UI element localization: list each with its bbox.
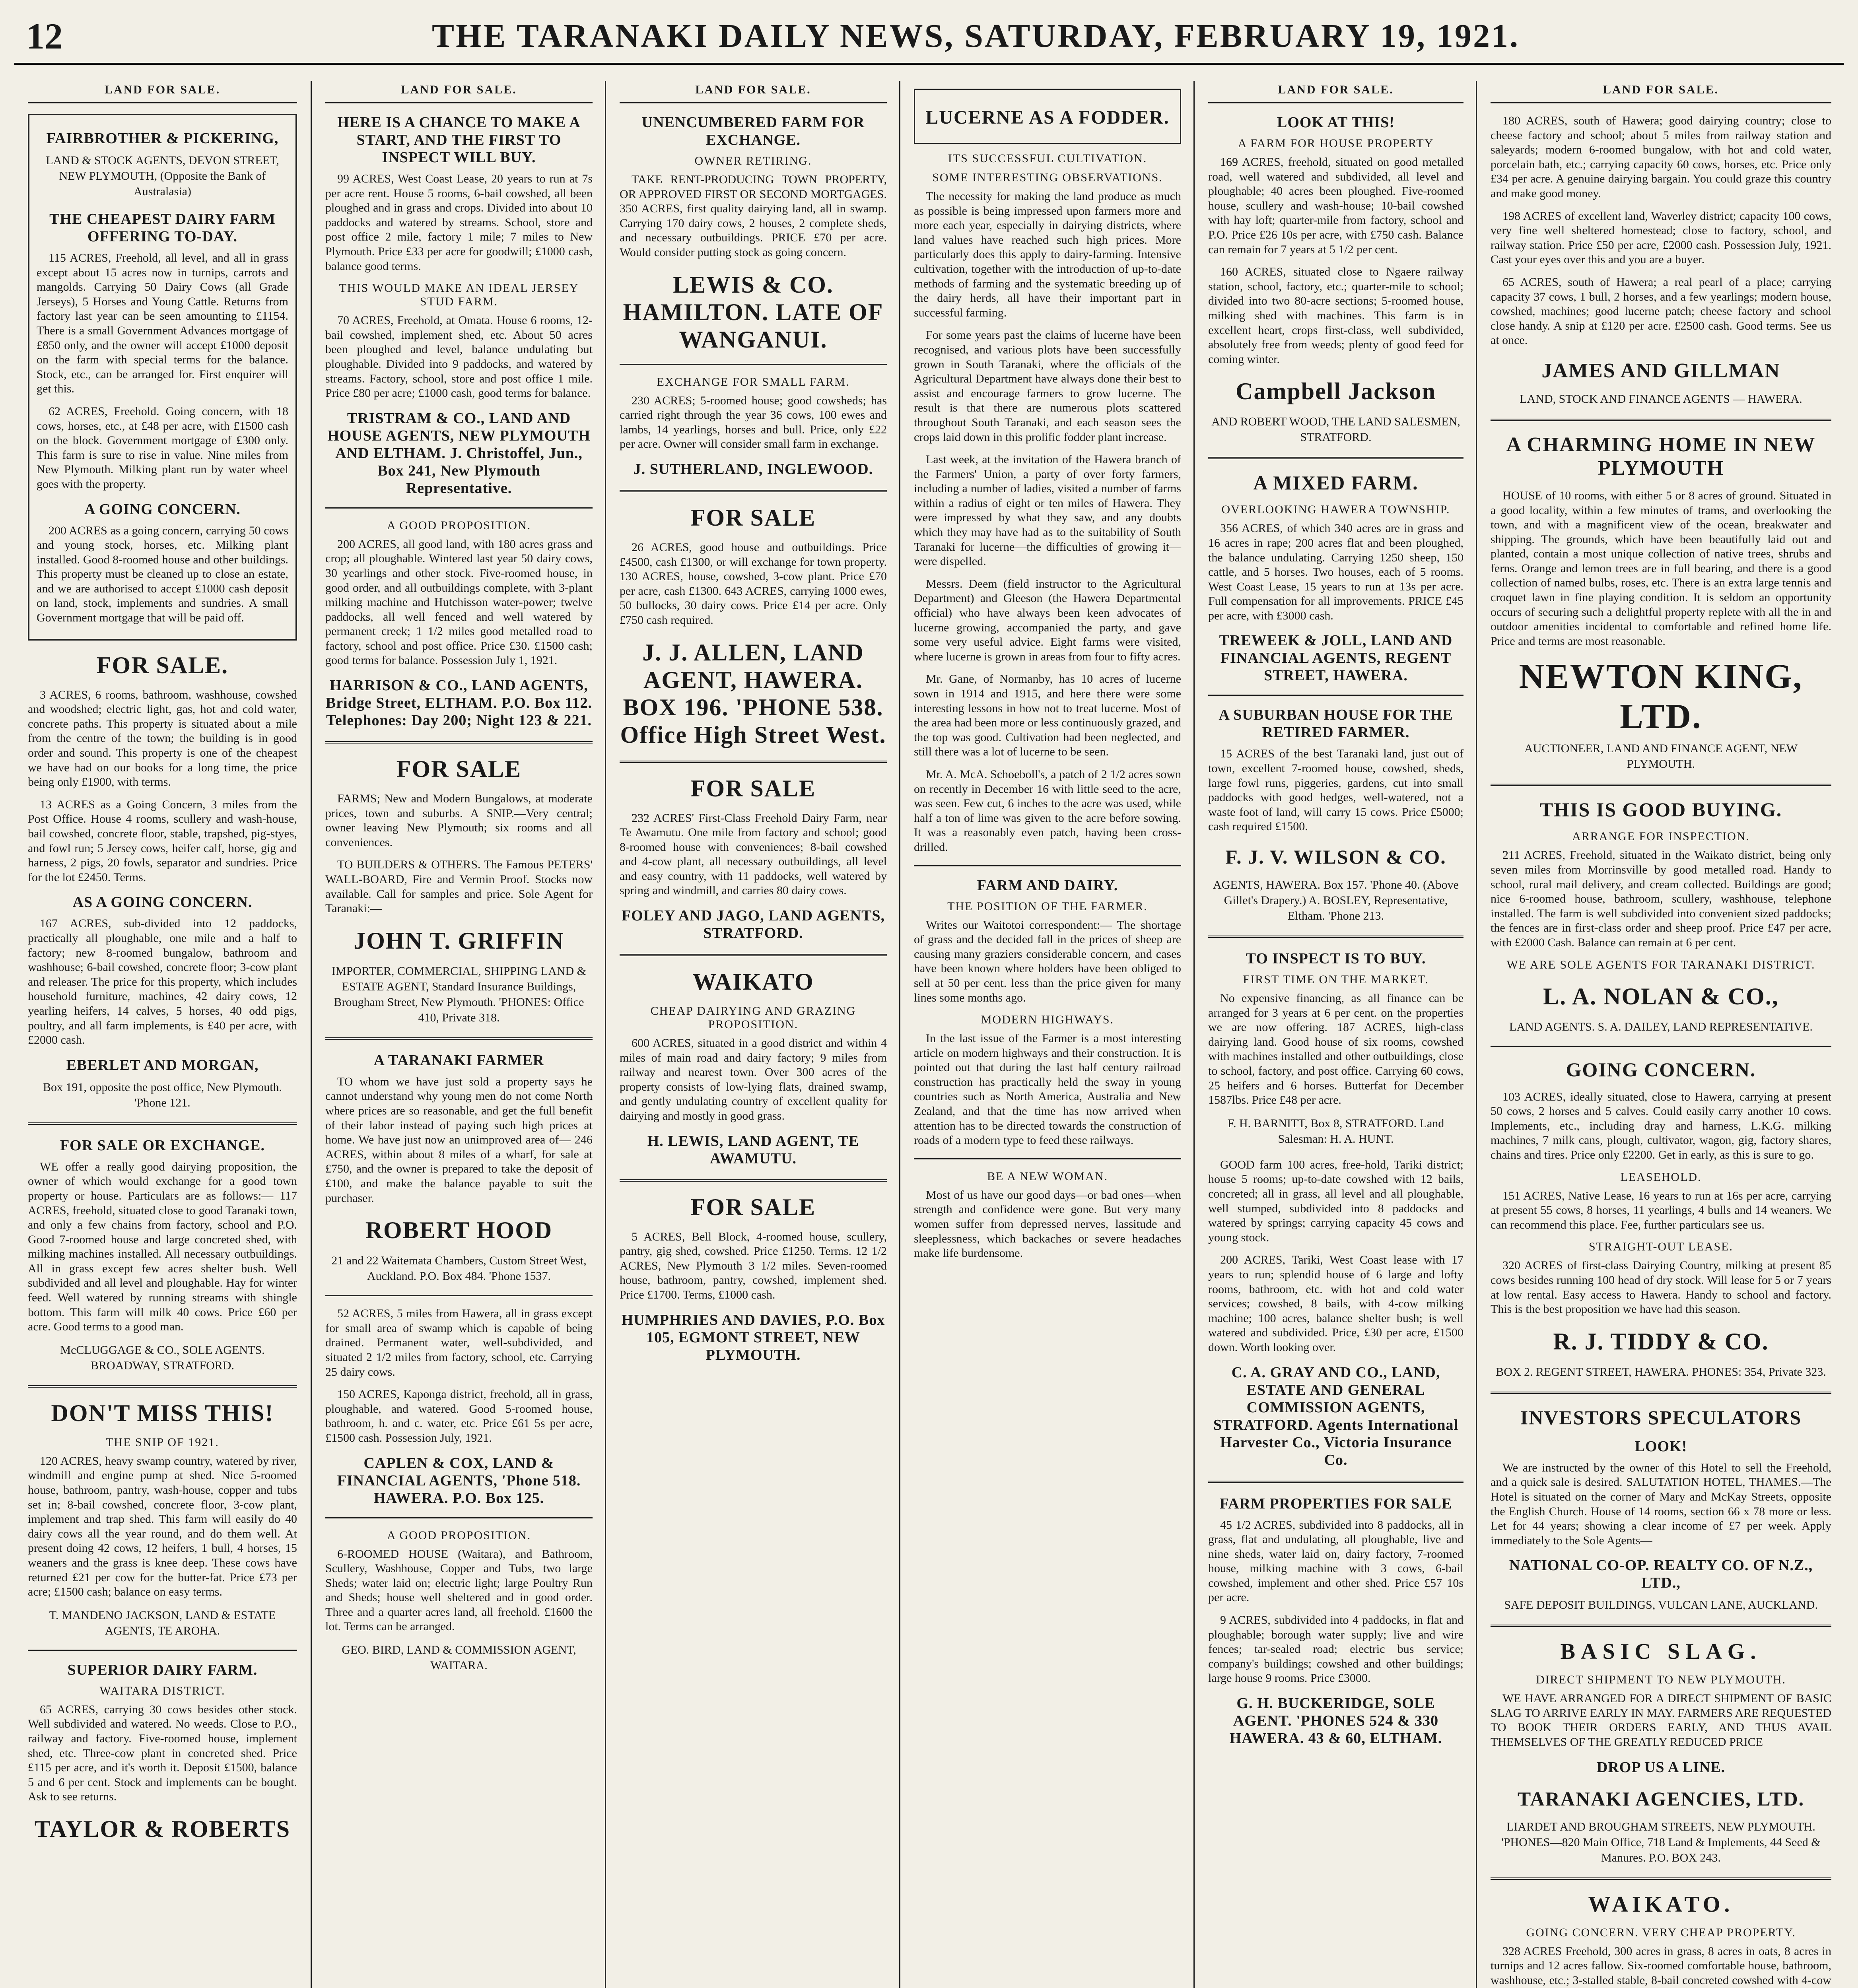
article-paragraph: Most of us have our good days—or bad ones—when strength and confidence were gone. But very many women suffer from depressed nerves, lassitude and sleeplessness, which backaches or severe headaches make life burdensome. — [914, 1188, 1181, 1260]
divider — [325, 741, 593, 744]
advert-text: 200 ACRES, Tariki, West Coast lease with 17 years to run; splendid house of 6 large and lofty rooms, bathroom, etc. with hot and cold water services; cowshed, 8 bails, with 4-cow milking machine; 100 acres, balance shelter bush; is well watered and subdivided. Price, £30 per acre, £1500 down. Worth looking over. — [1208, 1253, 1463, 1354]
divider — [325, 1517, 593, 1518]
headline: A TARANAKI FARMER — [373, 1052, 544, 1069]
article-subtitle: ITS SUCCESSFUL CULTIVATION. — [948, 152, 1147, 165]
headline: INVESTORS SPECULATORS — [1520, 1406, 1802, 1429]
advert-text: 160 ACRES, situated close to Ngaere railway station, school, factory, etc.; quarter-mile to school; divided into two 80-acre sections; 5-roomed house, milking shed with machines. This farm is in excellent heart, crops first-class, well subdivided, absolutely free from weeds; plenty of good feed for coming winter. — [1208, 265, 1463, 366]
article-paragraph: For some years past the claims of lucerne have been recognised, and various plots have been successfully grown in South Taranaki, where the officials of the Agricultural Department have always done their best to assist and encourage farmers to grow lucerne. The result is that there are numerous plots scattered throughout South Taranaki, and each season sees the crops laid down in this prolific fodder plant increase. — [914, 328, 1181, 444]
masthead — [14, 11, 1844, 65]
column-3 — [605, 81, 900, 1988]
firm-name: NEWTON KING, LTD. — [1519, 657, 1803, 736]
firm-name: ROBERT HOOD — [365, 1217, 553, 1244]
article-title: FARM AND DAIRY. — [977, 877, 1118, 894]
divider — [325, 507, 593, 509]
divider — [1491, 419, 1831, 421]
headline: FOR SALE — [690, 775, 816, 802]
advert-text: WE offer a really good dairying proposition, the owner of which would exchange for a good town property or house. Particulars are as follows:— 117 ACRES, freehold, situated close to good Taranaki town, and only a few chains from factory, school and P.O. Good 7-roomed house and large concreted shed, with milking machines installed. All necessary outbuildings. All in grass except few acres shelter bush. Well subdivided and all level and ploughable. Hay for winter feed. Well watered by running streams with shingle bottom. This farm will milk 40 cows. Price £60 per acre. Good terms to a good man. — [28, 1160, 297, 1334]
advert-text: 356 ACRES, of which 340 acres are in grass and 16 acres in rape; 200 acres flat and been ploughed, the balance undulating. Carrying 1250 sheep, 150 cattle, and 5 horses. Two houses, each of 5 rooms. West Coast Lease, 15 years to run at 13s per acre. Full compensation for all improvements. PRICE £45 per acre, with £3000 cash. — [1208, 522, 1463, 622]
divider — [325, 1037, 593, 1040]
advert-text: 320 ACRES of first-class Dairying Country, milking at present 85 cows besides running 100 head of dry stock. Will lease for 5 or 7 years at low rental. Easy access to Hawera. Handy to school and factory. This is the best proposition we have had this season. — [1491, 1259, 1831, 1316]
firm-name: CAPLEN & COX, LAND & FINANCIAL AGENTS, 'Phone 518. HAWERA. P.O. Box 125. — [337, 1454, 581, 1507]
article-subtitle: THE POSITION OF THE FARMER. — [947, 899, 1148, 913]
divider — [1208, 1481, 1463, 1483]
headline: A MIXED FARM. — [1253, 472, 1419, 494]
firm-name: McCLUGGAGE & CO., SOLE AGENTS. BROADWAY, STRATFORD. — [60, 1343, 265, 1372]
newspaper-page — [14, 11, 1844, 1988]
firm-name: J. J. ALLEN, LAND AGENT, HAWERA. BOX 196. 'PHONE 538. Office High Street West. — [620, 639, 886, 748]
headline: A SUBURBAN HOUSE FOR THE RETIRED FARMER. — [1219, 707, 1453, 741]
firm-name: G. H. BUCKERIDGE, SOLE AGENT. 'PHONES 524 & 330 HAWERA. 43 & 60, ELTHAM. — [1229, 1695, 1442, 1747]
article-subtitle: BE A NEW WOMAN. — [987, 1169, 1108, 1183]
divider — [28, 1122, 297, 1125]
advert-text: FARMS; New and Modern Bungalows, at moderate prices, town and suburbs. A SNIP.—Very central; owner leaving New Plymouth; six rooms and all conveniences. — [325, 792, 593, 849]
firm-address: AGENTS, HAWERA. Box 157. 'Phone 40. (Above Gillet's Drapery.) A. BOSLEY, Representative, Eltham. 'Phone 213. — [1213, 878, 1459, 923]
column-4 — [899, 81, 1195, 1988]
advert-text: 103 ACRES, ideally situated, close to Hawera, carrying at present 50 cows, 2 horses and 5 calves. Could easily carry another 10 cows. Implements, etc., including dray and harness, L.K.G. milking machines, 7 milk cans, plough, cultivator, wagon, gig, factory shares, chains and tires. Price only £2200. Get in early, as this is sure to go. — [1491, 1090, 1831, 1161]
article-paragraph: The necessity for making the land produce as much as possible is being impressed upon farmers more and more each year, especially in dairying districts, where land values have reached such high prices. More particularly does this apply to dairy-farming. Intensive cultivation, together with the introduction of up-to-date methods of farming and the systematic breeding up of the dairy herds, all have their important part in successful farming. — [914, 190, 1181, 319]
advert-text: 230 ACRES; 5-roomed house; good cowsheds; has carried right through the year 36 cows, 100 ewes and lambs, 14 yearlings, horses and bull. Price, only £22 per acre. Owner will consider small farm in exchange. — [620, 394, 887, 451]
headline: DON'T MISS THIS! — [51, 1400, 274, 1426]
subheadline: THIS WOULD MAKE AN IDEAL JERSEY STUD FARM. — [339, 282, 579, 309]
divider — [1491, 1046, 1831, 1047]
article-paragraph: Mr. Gane, of Normanby, has 10 acres of lucerne sown in 1914 and 1915, and here there were some interesting lessons in how not to treat lucerne. Most of the area had been more or less continuously grazed, and the top was good. Cultivation had been neglected, and still there was a lot of lucerne to be seen. — [914, 672, 1181, 759]
firm-name: JAMES AND GILLMAN — [1541, 359, 1780, 382]
headline: A CHARMING HOME IN NEW PLYMOUTH — [1506, 433, 1816, 480]
advert-text: 120 ACRES, heavy swamp country, watered by river, windmill and engine pump at shed. Nice 5-roomed house, bathroom, pantry, wash-house, copper and tubs set in; 8-bail cowshed, concrete floor, 3-cow plant, implement and trap shed. This farm will easily do 40 dairy cows all the year round, and do them well. At present doing 42 cows, 12 heifers, 1 bull, 4 horses, 15 weaners and the grass is knee deep. These cows have returned £21 per cow for the butter-fat. Price £73 per acre; £1500 cash; balance on easy terms. — [28, 1454, 297, 1599]
firm-name: JOHN T. GRIFFIN — [354, 927, 564, 954]
firm-name: F. J. V. WILSON & CO. — [1225, 846, 1446, 868]
headline: BASIC SLAG. — [1560, 1639, 1762, 1664]
advert-text: GOOD farm 100 acres, free-hold, Tariki district; house 5 rooms; up-to-date cowshed with 12 bails, concreted; all in grass, all level and all ploughable, well stumped, subdivided into 8 paddocks and watered by springs; carrying capacity 45 cows and young stock. — [1208, 1158, 1463, 1244]
headline: GOING CONCERN. — [1566, 1058, 1756, 1081]
firm-name: TREWEEK & JOLL, LAND AND FINANCIAL AGENTS, REGENT STREET, HAWERA. — [1219, 632, 1453, 684]
headline: WAIKATO. — [1588, 1892, 1734, 1917]
firm-name: F. H. BARNITT, Box 8, STRATFORD. Land Salesman: H. A. HUNT. — [1227, 1116, 1444, 1145]
subheadline: A GOOD PROPOSITION. — [387, 1528, 531, 1542]
firm-name: J. SUTHERLAND, INGLEWOOD. — [633, 460, 873, 478]
section-heading: LAND FOR SALE. — [1491, 81, 1831, 103]
divider — [1208, 936, 1463, 938]
firm-address: IMPORTER, COMMERCIAL, SHIPPING LAND & ESTATE AGENT, Standard Insurance Buildings, Brougham Street, New Plymouth. 'PHONES: Office 410, Private 318. — [332, 964, 586, 1024]
subheadline: OVERLOOKING HAWERA TOWNSHIP. — [1221, 503, 1450, 516]
advert-text: 200 ACRES, all good land, with 180 acres grass and crop; all ploughable. Wintered last year 50 dairy cows, 30 yearlings and other stock. Five-roomed house, in good order, and all outbuildings complete, with 3-plant milking machine and Hutchisson water-power; twelve paddocks, all well fenced and well watered by permanent creek; 1 1/2 miles good metalled road to factory, school and post office. Price £30. £1500 cash; good terms for balance. Possession July 1, 1921. — [325, 537, 593, 667]
subheadline: EXCHANGE FOR SMALL FARM. — [657, 375, 850, 388]
advert-text: 115 ACRES, Freehold, all level, and all in grass except about 15 acres now in turnips, carrots and mangolds. Carrying 50 Dairy Cows (all Grade Jerseys), 5 Horses and Young Cattle. Returns from factory last year can be seen amounting to £1154. There is a small Government Advances mortgage of £850 only, and the owner will accept £1000 deposit on the farm with special terms for the balance. Stock, etc., can be arranged for. First enquirer will get this. — [37, 251, 288, 396]
article-subtitle: SOME INTERESTING OBSERVATIONS. — [932, 171, 1163, 184]
firm-address: LIARDET AND BROUGHAM STREETS, NEW PLYMOUTH. 'PHONES—820 Main Office, 718 Land & Implements, 44 Seed & Manures. P.O. BOX 243. — [1501, 1820, 1821, 1864]
firm-name: HUMPHRIES AND DAVIES, P.O. Box 105, EGMONT STREET, NEW PLYMOUTH. — [621, 1311, 885, 1363]
article-paragraph: In the last issue of the Farmer is a most interesting article on modern highways and their construction. It is pointed out that during the last half century railroad construction has practically held the sway in young countries such as North America, Australia and New Zealand, and that the time has now arrived when attention has to be directed towards the construction of roads of a modern type to feed these railways. — [914, 1032, 1181, 1147]
subheadline: GOING CONCERN. VERY CHEAP PROPERTY. — [1526, 1926, 1796, 1939]
advert-text: 151 ACRES, Native Lease, 16 years to run at 16s per acre, carrying at present 55 cows, 8 horses, 11 yearlings, 4 bulls and 14 weaners. We can recommend this place. Fee, further particulars see us. — [1491, 1189, 1831, 1231]
headline: HERE IS A CHANCE TO MAKE A START, AND THE FIRST TO INSPECT WILL BUY. — [337, 114, 581, 166]
advert-text: 5 ACRES, Bell Block, 4-roomed house, scullery, pantry, gig shed, cowshed. Price £1250. Terms. 12 1/2 ACRES, New Plymouth 3 1/2 miles. Seven-roomed house, bathroom, pantry, cowshed, implement shed. Price £1700. Terms, £1000 cash. — [620, 1230, 887, 1301]
advert-text: 3 ACRES, 6 rooms, bathroom, washhouse, cowshed and woodshed; electric light, gas, hot and cold water, concrete paths. This property is situated about a mile from the centre of the town; the building is in good order and sound. This property is one of the cheapest we have had on our books for a long time, the price being only £1900, with terms. — [28, 688, 297, 789]
advert-text: 70 ACRES, Freehold, at Omata. House 6 rooms, 12-bail cowshed, implement shed, etc. About 50 acres been ploughed and level, balance undulating but ploughable. Divided into 9 paddocks, and watered by streams. Factory, school, store and post office 1 mile. Price £80 per acre; £1000 cash, good terms for balance. — [325, 314, 593, 400]
firm-name: GEO. BIRD, LAND & COMMISSION AGENT, WAITARA. — [342, 1643, 576, 1672]
section-heading: LAND FOR SALE. — [620, 81, 887, 103]
section-heading: LAND FOR SALE. — [325, 81, 593, 103]
firm-name: H. LEWIS, LAND AGENT, TE AWAMUTU. — [647, 1132, 859, 1167]
firm-address: LAND & STOCK AGENTS, DEVON STREET, NEW PLYMOUTH, (Opposite the Bank of Australasia) — [46, 154, 279, 198]
advert-text: 6-ROOMED HOUSE (Waitara), and Bathroom, Scullery, Washhouse, Copper and Tubs, two large Sheds; water laid on; electric light; large Poultry Run and Sheds; house well sheltered and in good order. Three and a quarter acres land, all freehold. £1600 the lot. Terms can be arranged. — [325, 1547, 593, 1633]
advert-text: TO whom we have just sold a property says he cannot understand why young men do not come North where prices are so reasonable, and get the full benefit of their labor instead of paying such high prices at home. We have just now an unimproved area of— 246 ACRES, within about 8 miles of a wharf, for sale at £750, and the owner is prepared to take the deposit of £100, and make the balance payable to suit the purchaser. — [325, 1075, 593, 1205]
subheadline: DROP US A LINE. — [1596, 1759, 1726, 1776]
headline: FOR SALE — [690, 504, 816, 531]
column-2 — [311, 81, 606, 1988]
advert-text: We are instructed by the owner of this Hotel to sell the Freehold, and a quick sale is desired. SALUTATION HOTEL, THAMES.—The Hotel is situated on the corner of Mary and McKay Streets, opposite the English Church. House of 14 rooms, section 66 x 78 more or less. Let for 44 years; showing a clear income of £7 per week. Apply immediately to the Sole Agents— — [1491, 1461, 1831, 1547]
firm-address: AUCTIONEER, LAND AND FINANCE AGENT, NEW PLYMOUTH. — [1524, 742, 1798, 771]
article-paragraph: Messrs. Deem (field instructor to the Agricultural Department) and Gleeson (the Hawera Departmental official) who have always been keen advocates of lucerne growing, accompanied the party, and gave some very useful advice. Eight farms were visited, where lucerne is grown in areas from four to fifty acres. — [914, 577, 1181, 663]
advert-text: 65 ACRES, carrying 30 cows besides other stock. Well subdivided and watered. No weeds. Close to P.O., railway and factory. Five-roomed house, implement shed, etc. Three-cow plant in concreted shed. Price £115 per acre, and it's worth it. Deposit £1500, balance 5 and 6 per cent. Stock and implements can be bought. Ask to see returns. — [28, 1703, 297, 1804]
advert-text: 600 ACRES, situated in a good district and within 4 miles of main road and dairy factory; 9 miles from railway and nearest town. Over 300 acres of the property consists of low-lying flats, drained swamp, and gently undulating country of excellent quality for dairying and mostly in good grass. — [620, 1037, 887, 1123]
advert-box — [28, 114, 297, 641]
column-1 — [14, 81, 311, 1988]
headline: LOOK AT THIS! — [1277, 114, 1395, 131]
advert-text: 62 ACRES, Freehold. Going concern, with 18 cows, horses, etc., at £48 per acre, with £1500 cash on the block. Government mortgage of £300 only. This farm is sure to rise in value. Nine miles from New Plymouth. Milking plant run by water wheel goes with the property. — [37, 404, 288, 491]
divider — [1208, 695, 1463, 696]
divider — [1208, 457, 1463, 459]
advert-text: 232 ACRES' First-Class Freehold Dairy Farm, near Te Awamutu. One mile from factory and school; good 8-roomed house with conveniences; 8-bail cowshed and 4-cow plant, all necessary outbuildings, all level and easy country, with 11 paddocks, well watered by spring and windmill, and carries 80 dairy cows. — [620, 811, 887, 897]
firm-name: C. A. GRAY AND CO., LAND, ESTATE AND GENERAL COMMISSION AGENTS, STRATFORD. Agents International Harvester Co., Victoria Insurance Co. — [1213, 1364, 1459, 1468]
divider — [914, 1158, 1181, 1159]
divider — [620, 490, 887, 492]
firm-name: R. J. TIDDY & CO. — [1553, 1328, 1769, 1355]
advert-text: TAKE RENT-PRODUCING TOWN PROPERTY, OR APPROVED FIRST OR SECOND MORTGAGES. 350 ACRES, first quality dairying land, all in swamp. Carrying 170 dairy cows, 2 houses, 2 complete sheds, and necessary outbuildings. PRICE £70 per acre. Would consider putting stock as going concern. — [620, 173, 887, 259]
firm-name: EBERLET AND MORGAN, — [66, 1056, 259, 1074]
firm-address: Box 191, opposite the post office, New Plymouth. 'Phone 121. — [43, 1080, 282, 1109]
firm-name: Campbell Jackson — [1236, 378, 1436, 405]
headline: FOR SALE. — [96, 652, 229, 678]
subheadline: STRAIGHT-OUT LEASE. — [1588, 1240, 1733, 1254]
headline: FARM PROPERTIES FOR SALE — [1219, 1495, 1452, 1512]
subheadline: WE ARE SOLE AGENTS FOR TARANAKI DISTRICT. — [1506, 958, 1815, 971]
advert-text: 15 ACRES of the best Taranaki land, just out of town, excellent 7-roomed house, cowshed, sheds, large fowl runs, piggeries, gardens, cut into small paddocks with good hedges, well-watered, not a waste foot of land, will carry 15 cows. Price £5000; cash required £1500. — [1208, 747, 1463, 833]
firm-address: LAND AGENTS. S. A. DAILEY, LAND REPRESENTATIVE. — [1509, 1020, 1813, 1033]
divider — [620, 1179, 887, 1182]
divider — [620, 364, 887, 365]
subheadline: WAITARA DISTRICT. — [99, 1684, 225, 1697]
firm-name: TAYLOR & ROBERTS — [34, 1815, 291, 1842]
advert-text: 45 1/2 ACRES, subdivided into 8 paddocks, all in grass, flat and undulating, all ploughable, live and nine sheds, water laid on, dairy factory, 7-roomed house, milking machine with 3 cows, 6-bail cowshed, implement and other shed. Price £57 10s per acre. — [1208, 1518, 1463, 1604]
advert-text: No expensive financing, as all finance can be arranged for 3 years at 6 per cent. on the properties we are now offering. 187 ACRES, high-class dairying land. Good house of six rooms, cowshed with machines installed and other outbuildings, close to school, factory, and post office. Carrying 60 cows, 25 heifers and 6 horses. Butterfat for December 1587lbs. Price £48 per acre. — [1208, 992, 1463, 1107]
firm-name: LEWIS & CO. HAMILTON. LATE OF WANGANUI. — [623, 271, 884, 353]
firm-address: BOX 2. REGENT STREET, HAWERA. PHONES: 354, Private 323. — [1496, 1365, 1826, 1378]
divider — [28, 1385, 297, 1388]
headline: UNENCUMBERED FARM FOR EXCHANGE. — [641, 114, 865, 148]
subheadline: LEASEHOLD. — [1620, 1170, 1702, 1184]
firm-address: AND ROBERT WOOD, THE LAND SALESMEN, STRATFORD. — [1211, 415, 1460, 444]
firm-address: SAFE DEPOSIT BUILDINGS, VULCAN LANE, AUCKLAND. — [1504, 1598, 1818, 1612]
headline: AS A GOING CONCERN. — [72, 894, 253, 911]
firm-address: LAND, STOCK AND FINANCE AGENTS — HAWERA. — [1520, 392, 1802, 406]
subheadline: LOOK! — [1634, 1438, 1687, 1455]
headline: WAIKATO — [692, 969, 814, 995]
headline: FOR SALE OR EXCHANGE. — [60, 1137, 265, 1154]
section-heading: LAND FOR SALE. — [1208, 81, 1463, 103]
article-paragraph: Last week, at the invitation of the Hawera branch of the Farmers' Union, a party of over forty farmers, including a number of ladies, visited a number of farms within a radius of eight or ten miles of Hawera. They were impressed by what they saw, and any doubts which they may have had as to the suitability of South Taranaki for lucerne—the difficulties of growing it—were dispelled. — [914, 453, 1181, 568]
headline: TO INSPECT IS TO BUY. — [1246, 950, 1426, 967]
article-paragraph: Writes our Waitotoi correspondent:— The shortage of grass and the decided fall in the prices of sheep are causing many graziers considerable concern, and cases have been known where holders have been obliged to sell at 50 per cent. less than the price given for many lines some months ago. — [914, 918, 1181, 1004]
advert-text: 169 ACRES, freehold, situated on good metalled road, well watered and subdivided, all level and ploughable; 40 acres been ploughed. Five-roomed house, scullery and wash-house; 10-bail cowshed with hay loft; quarter-mile from factory, school and P.O. Price £26 10s per acre, with £750 cash. Balance can remain for 7 years at 5 1/2 per cent. — [1208, 155, 1463, 256]
firm-name: TARANAKI AGENCIES, LTD. — [1517, 1787, 1805, 1810]
headline: THIS IS GOOD BUYING. — [1539, 798, 1782, 821]
advert-text: 211 ACRES, Freehold, situated in the Waikato district, being only seven miles from Morrinsville by good metalled road. Handy to school, rural mail delivery, and cream collected. Buildings are good; nice 6-roomed house, bathroom, scullery, washhouse, telephone installed. The farm is well subdivided into convenient sized paddocks; the fences are in first-class order and sheep proof. Price £47 per acre, with £2000 Cash. Balance can remain at 6 per cent. — [1491, 848, 1831, 949]
advert-text: 198 ACRES of excellent land, Waverley district; capacity 100 cows, very fine well sheltered homestead; close to factory, school, and railway station. Price £50 per acre, £2000 cash. Possession July, 1921. Cast your eyes over this and you are a buyer. — [1491, 209, 1831, 266]
advert-text: 26 ACRES, good house and outbuildings. Price £4500, cash £1300, or will exchange for town property. 130 ACRES, house, cowshed, 3-cow plant. Price £70 per acre, cash £1300. 643 ACRES, carrying 1000 ewes, 50 bullocks, 30 dairy cows. Price £14 per acre. Only £750 cash required. — [620, 540, 887, 627]
headline: FOR SALE — [396, 756, 522, 782]
subheadline: FIRST TIME ON THE MARKET. — [1243, 973, 1429, 986]
column-6 — [1476, 81, 1845, 1988]
firm-name: T. MANDENO JACKSON, LAND & ESTATE AGENTS, TE AROHA. — [49, 1608, 276, 1637]
headline: FOR SALE — [690, 1194, 816, 1220]
firm-name: FOLEY AND JAGO, LAND AGENTS, STRATFORD. — [621, 907, 885, 942]
divider — [28, 1650, 297, 1651]
newspaper-title: THE TARANAKI DAILY NEWS, SATURDAY, FEBRUARY 19, 1921. — [432, 17, 1520, 54]
advert-text: 328 ACRES Freehold, 300 acres in grass, 8 acres in oats, 8 acres in turnips and 12 acres fallow. Six-roomed comfortable house, bathroom, washhouse, etc.; 3-stalled stable, 8-bail concreted cowshed with 4-cow — [1491, 1944, 1831, 1987]
advert-text: 52 ACRES, 5 miles from Hawera, all in grass except for small area of swamp which is capable of being drained. Permanent water, well-subdivided, and situated 2 1/2 miles from factory, school, etc. Carrying 25 dairy cows. — [325, 1307, 593, 1378]
advert-text: 167 ACRES, sub-divided into 12 paddocks, practically all ploughable, one mile and a half to factory; new 8-roomed bungalow, bathroom and washhouse; 6-bail cowshed, concrete floor; 3-cow plant and releaser. The price for this property, which includes household furniture, machines, 42 dairy cows, 12 yearling heifers, 14 calves, 5 horses, 40 odd pigs, poultry, and all farm implements, is £40 per acre, with £2000 cash. — [28, 917, 297, 1047]
section-heading: LAND FOR SALE. — [28, 81, 297, 103]
firm-name: HARRISON & CO., LAND AGENTS, Bridge Street, ELTHAM. P.O. Box 112. Telephones: Day 200; Night 123 & 221. — [325, 677, 593, 729]
divider — [325, 1295, 593, 1296]
divider — [620, 761, 887, 763]
subheadline: ARRANGE FOR INSPECTION. — [1572, 830, 1750, 843]
advert-text: 13 ACRES as a Going Concern, 3 miles from the Post Office. House 4 rooms, scullery and wash-house, bail cowshed, concrete floor, stable, trapshed, pig-styes, and fowl run; 5 Jersey cows, heifer calf, horse, gig and harness, 2 pigs, 20 fowls, separator and sundries. Price for the lot £2450. Terms. — [28, 798, 297, 884]
subheadline: CHEAP DAIRYING AND GRAZING PROPOSITION. — [650, 1004, 856, 1031]
firm-name: NATIONAL CO-OP. REALTY CO. OF N.Z., LTD., — [1509, 1557, 1813, 1592]
article-paragraph: Mr. A. McA. Schoeboll's, a patch of 2 1/2 acres sown on recently in December 16 with little seed to the acre, was seen. Few cut, 6 inches to the acre was used, while half a ton of lime was given to the acre before sowing. It was a reasonably even patch, having been cross-drilled. — [914, 767, 1181, 854]
article-title: LUCERNE AS A FODDER. — [925, 107, 1170, 128]
divider — [914, 865, 1181, 866]
advert-text: 65 ACRES, south of Hawera; a real pearl of a place; carrying capacity 37 cows, 1 bull, 2 horses, and a few yearlings; modern house, cowshed, machines; good lucerne patch; cheese factory and school close handy. A snip at £120 per acre. £2500 cash. Good terms. See us at once. — [1491, 275, 1831, 347]
firm-name: FAIRBROTHER & PICKERING, — [46, 130, 279, 147]
advert-text: WE HAVE ARRANGED FOR A DIRECT SHIPMENT OF BASIC SLAG TO ARRIVE EARLY IN MAY. FARMERS ARE REQUESTED TO BOOK THEIR ORDERS EARLY, AND THUS AVAIL THEMSELVES OF THE GREATLY REDUCED PRICE — [1491, 1692, 1831, 1749]
advert-text: 9 ACRES, subdivided into 4 paddocks, in flat and ploughable; borough water supply; live and wire fences; tar-sealed road; electric bus service; company's buildings; cowshed and other buildings; large house 9 rooms. Price £3000. — [1208, 1613, 1463, 1685]
article-header — [914, 89, 1181, 144]
divider — [620, 954, 887, 956]
divider — [1491, 784, 1831, 786]
advert-text: 180 ACRES, south of Hawera; good dairying country; close to cheese factory and school; about 5 miles from railway station and saleyards; modern 6-roomed bungalow, with hot and cold water, porcelain bath, etc.; carrying capacity 60 cows, horses, etc. Price only £34 per acre. A genuine dairying bargain. You could graze this country and make good money. — [1491, 114, 1831, 200]
advert-text: 99 ACRES, West Coast Lease, 20 years to run at 7s per acre rent. House 5 rooms, 6-bail cowshed, all been ploughed and in grass and crops. Divided into about 10 paddocks and watered by streams. School, store and post office 2 mile, factory 1 mile; 7 miles to New Plymouth. Price £33 per acre for goodwill; £1000 cash, balance good terms. — [325, 172, 593, 273]
advert-text: 150 ACRES, Kaponga district, freehold, all in grass, ploughable, and watered. Good 5-roomed house, bathroom, h. and c. water, etc. Price £61 5s per acre, £1500 cash. Possession July, 1921. — [325, 1388, 593, 1444]
firm-name: L. A. NOLAN & CO., — [1543, 983, 1779, 1010]
subheadline: THE SNIP OF 1921. — [106, 1435, 219, 1449]
headline: A GOING CONCERN. — [84, 501, 241, 518]
firm-name: TRISTRAM & CO., LAND AND HOUSE AGENTS, NEW PLYMOUTH AND ELTHAM. J. Christoffel, Jun., Box 241, New Plymouth Representative. — [327, 410, 591, 497]
firm-address: 21 and 22 Waitemata Chambers, Custom Street West, Auckland. P.O. Box 484. 'Phone 1537. — [331, 1254, 587, 1283]
advert-text: HOUSE of 10 rooms, with either 5 or 8 acres of ground. Situated in a good locality, within a few minutes of trams, and overlooking the town, and with a magnificent view of the ocean, breakwater and shipping. The grounds, which have been beautifully laid out and planted, contain a most unique collection of native trees, shrubs and ferns. Orange and lemon trees are in full bearing, and there is a good collection of named bulbs, roses, etc. There is an extra large tennis and croquet lawn in fine playing condition. It is seldom an opportunity occurs of securing such a delightful property replete with all the in and outdoor amenities incidental to comfortable and refined home life. Price and terms are most reasonable. — [1491, 489, 1831, 648]
headline: THE CHEAPEST DAIRY FARM OFFERING TO-DAY. — [49, 211, 276, 245]
divider — [1491, 1392, 1831, 1394]
subheadline: A GOOD PROPOSITION. — [387, 518, 531, 532]
page-number: 12 — [26, 16, 63, 56]
column-5 — [1193, 81, 1477, 1988]
subheadline: A FARM FOR HOUSE PROPERTY — [1238, 137, 1434, 150]
advert-text: 200 ACRES as a going concern, carrying 50 cows and young stock, horses, etc. Milking plant installed. Good 8-roomed house and other buildings. This property must be cleaned up to close an estate, and we are authorised to accept £1000 cash deposit on land, stock, implements and sundries. A small Government mortgage that will be paid off. — [37, 524, 288, 625]
divider — [1491, 1625, 1831, 1627]
advert-text: TO BUILDERS & OTHERS. The Famous PETERS' WALL-BOARD, Fire and Vermin Proof. Stocks now available. Call for samples and price. Sole Agent for Taranaki:— — [325, 858, 593, 915]
subheadline: OWNER RETIRING. — [694, 154, 812, 167]
article-subtitle: MODERN HIGHWAYS. — [981, 1013, 1114, 1027]
divider — [1491, 1877, 1831, 1880]
subheadline: DIRECT SHIPMENT TO NEW PLYMOUTH. — [1535, 1673, 1786, 1687]
headline: SUPERIOR DAIRY FARM. — [67, 1661, 258, 1678]
